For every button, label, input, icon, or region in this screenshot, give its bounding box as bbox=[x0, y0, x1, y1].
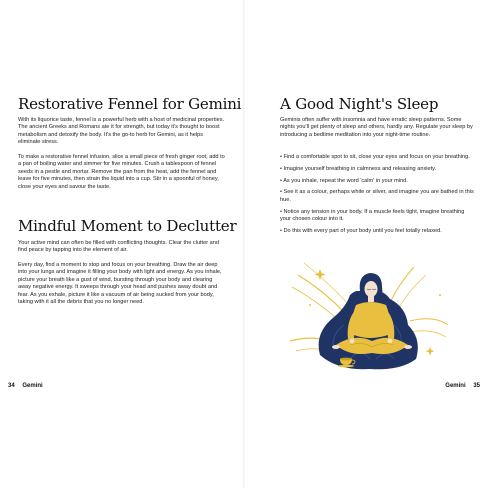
sleep-title: A Good Night's Sleep bbox=[280, 95, 439, 113]
sleep-step: • Notice any tension in your body. If a muscle feels tight, imagine breathing your chosen colour into it. bbox=[280, 208, 465, 222]
fennel-paragraph-2: To make a restorative fennel infusion, slice a small piece of fresh ginger root, add to a pan of boiling water and simmer for five minutes. Crush a tablespoon of fennel seeds in a pestle and mortar. Remove the pan from the heat, add the fennel and leave for five minutes, then strain the liquid into a cup. Stir in a spoonful of honey, close your eyes and savour the taste. bbox=[18, 154, 225, 190]
fennel-title: Restorative Fennel for Gemini bbox=[18, 95, 242, 113]
sleep-step: • Find a comfortable spot to sit, close your eyes and focus on your breathing. bbox=[280, 154, 470, 160]
sleep-step: • Do this with every part of your body until you feel totally relaxed. bbox=[280, 227, 442, 234]
meditating-woman-illustration bbox=[290, 255, 450, 375]
fennel-paragraph-1: With its liquorice taste, fennel is a powerful herb with a host of medicinal properties. The ancient Greeks and Romans ate it for strength, but today it's thought to boost metabolism and detoxify the body. It's the go-to herb for Gemini, as it helps eliminate stress. bbox=[18, 117, 225, 146]
sleep-steps-list bbox=[280, 154, 476, 240]
sleep-intro: Geminis often suffer with insomnia and have erratic sleep patterns. Some nights you'll get plenty of sleep and others, hardly any. Regulate your sleep by introducing a bedtime meditation into your night-time routine. bbox=[280, 117, 473, 138]
right-page-number: 35 bbox=[473, 383, 480, 389]
left-folio-label: Gemini bbox=[22, 383, 43, 389]
mindful-title: Mindful Moment to Declutter bbox=[18, 217, 237, 235]
right-folio bbox=[445, 383, 480, 389]
mindful-paragraph-2: Every day, find a moment to stop and focus on your breathing. Draw the air deep into your lungs and imagine it filling your body with light and energy. As you inhale, picture your breath like a gust of wind, bursting through your body and clearing away negative energy. It sweeps through your head and pushes away doubt and fear. As you exhale, picture it like a vacuum of air being sucked from your body, taking with it all the debris that you no longer need. bbox=[18, 262, 222, 306]
mindful-paragraph-1: Your active mind can often be filled with conflicting thoughts. Clear the clutter and find peace by tapping into the element of air. bbox=[18, 240, 219, 254]
sleep-step: • As you inhale, repeat the word 'calm' in your mind. bbox=[280, 177, 408, 184]
right-folio-label: Gemini bbox=[445, 383, 466, 389]
sleep-step: • See it as a colour, perhaps white or silver, and imagine you are bathed in this hue. bbox=[280, 189, 474, 203]
sleep-step: • Imagine yourself breathing in calmness and releasing anxiety. bbox=[280, 165, 437, 172]
left-page-number: 34 bbox=[8, 383, 15, 389]
left-folio bbox=[8, 383, 43, 389]
right-page bbox=[244, 0, 488, 488]
